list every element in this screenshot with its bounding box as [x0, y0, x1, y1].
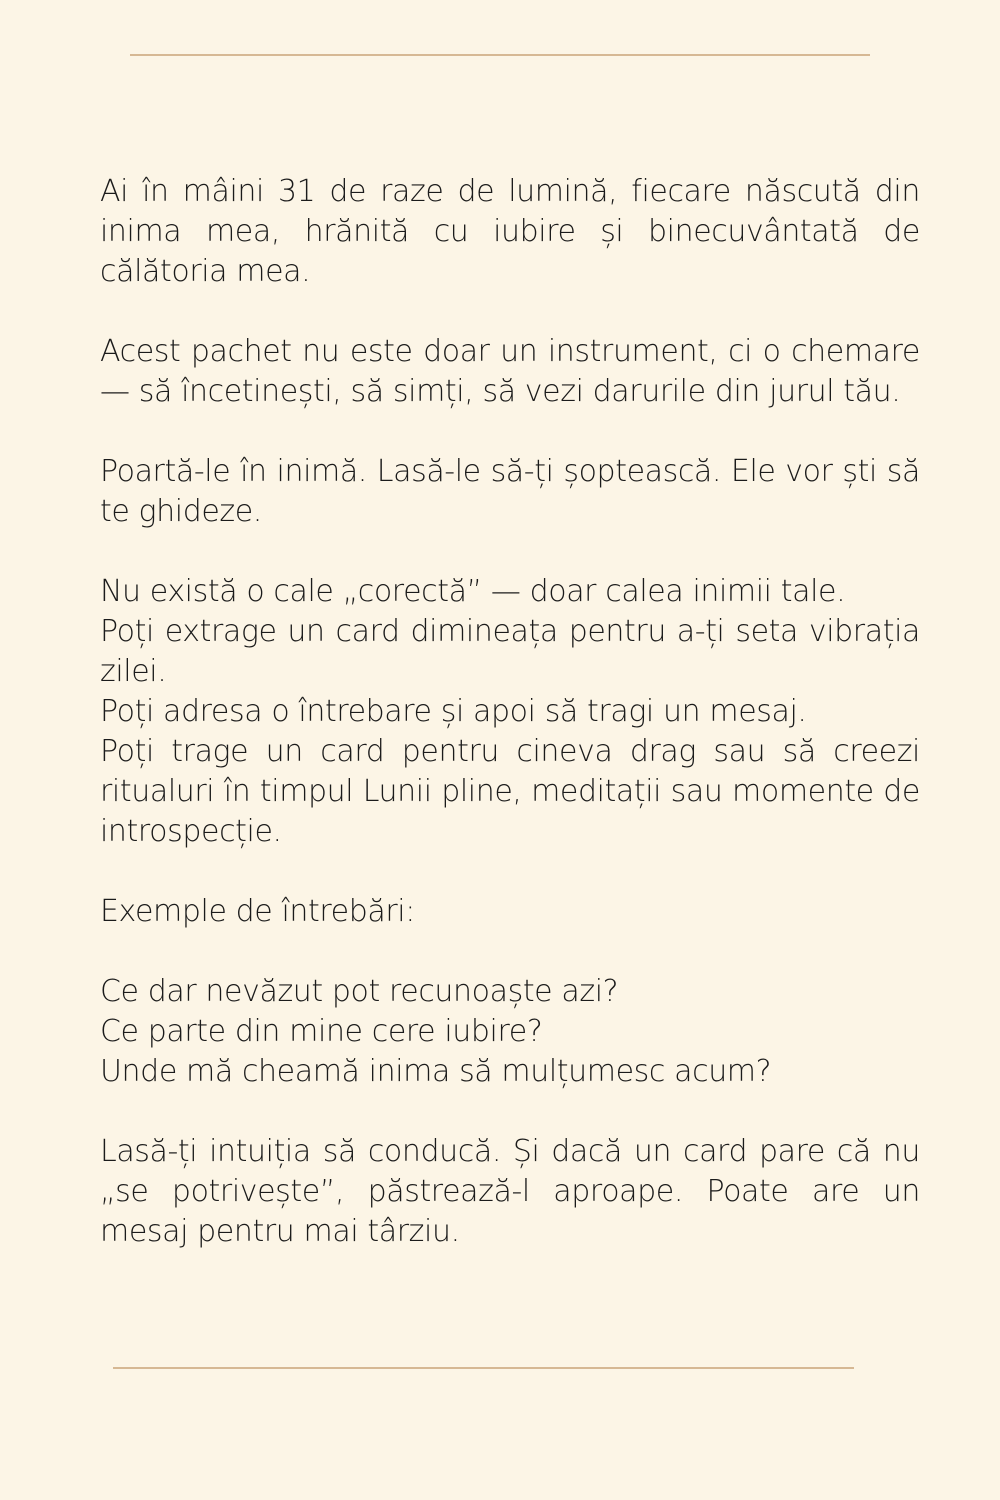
- paragraph-heart: Poartă-le în inimă. Lasă-le să-ți șoptească. Ele vor ști să te ghideze.: [100, 454, 920, 529]
- example-question: Unde mă cheamă inima să mulțumesc acum?: [100, 1054, 772, 1089]
- paragraph-invitation: Acest pachet nu este doar un instrument, ci o chemare — să încetinești, să simți, să vezi darurile din jurul tău.: [100, 334, 920, 409]
- example-question: Ce parte din mine cere iubire?: [100, 1014, 543, 1049]
- top-divider: [130, 54, 870, 56]
- examples-list: [100, 972, 920, 1092]
- paragraph-closing: Lasă-ți intuiția să conducă. Și dacă un card pare că nu „se potrivește”, păstrează-l aproape. Poate are un mesaj pentru mai târziu.: [100, 1134, 920, 1249]
- way-rituals: Poți trage un card pentru cineva drag sau să creezi ritualuri în timpul Lunii pline, meditații sau momente de introspecție.: [100, 734, 920, 849]
- examples-heading: Exemple de întrebări:: [100, 894, 415, 929]
- way-intro: Nu există o cale „corectă” — doar calea inimii tale.: [100, 574, 846, 609]
- way-question: Poți adresa o întrebare și apoi să tragi un mesaj.: [100, 694, 807, 729]
- paragraph-ways: [100, 572, 920, 852]
- example-question: Ce dar nevăzut pot recunoaște azi?: [100, 974, 619, 1009]
- body-text: [100, 172, 920, 1292]
- bottom-divider: [113, 1367, 854, 1369]
- way-morning: Poți extrage un card dimineața pentru a-ți seta vibrația zilei.: [100, 614, 920, 689]
- paragraph-intro: Ai în mâini 31 de raze de lumină, fiecare născută din inima mea, hrănită cu iubire și binecuvântată de călătoria mea.: [100, 174, 920, 289]
